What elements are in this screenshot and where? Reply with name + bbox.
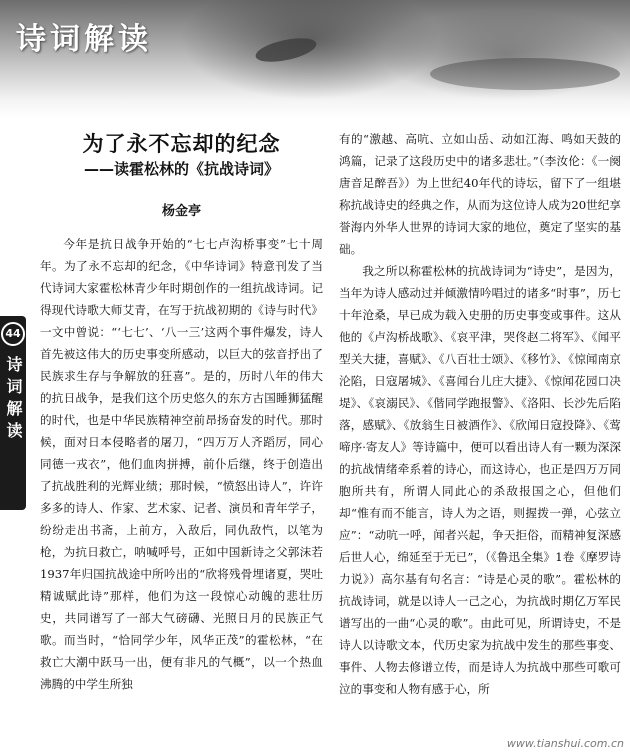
side-tab-label: 诗词解读 [4,356,23,444]
site-watermark: www.tianshui.com.cn [506,737,624,750]
page-number: 44 [1,322,25,346]
body-paragraph: 有的“激越、高吭、立如山岳、动如江海、鸣如天鼓的鸿篇，记录了这段历史中的诸多悲壮。”（李汝伦：《一阕唐音足醉吾》）为上世纪40年代的诗坛，留下了一组堪称抗战诗史的经典之作，从而为这位诗人成为20世纪享誉海内外华人世界的诗词大家的地位，奠定了坚实的基础。 [339,132,621,256]
article-subtitle: ——读霍松林的《抗战诗词》 [83,160,279,178]
body-paragraph: 我之所以称霍松林的抗战诗词为“诗史”，是因为，当年为诗人感动过并倾激情吟唱过的诸多“时事”，历七十年沧桑，早已成为载入史册的历史事变或事件。这从他的《卢沟桥战歌》、《哀平津，哭佟赵二将军》、《闻平型关大捷，喜赋》、《八百壮士颂》、《移竹》、《惊闻南京沦陷，日寇屠城》、《喜闻台儿庄大捷》、《惊闻花园口决堤》、《哀溺民》、《偕同学跑报警》、《洛阳、长沙先后陷落，感赋》、《放翁生日被酒作》、《欣闻日寇投降》、《莺啼序·寄友人》等诗篇中，便可以看出诗人有一颗为深深的抗战情绪牵系着的诗心，而这诗心，也正是四万万同胞所共有，所谓人同此心的杀敌报国之心，但他们却“惟有而不能言，诗人为之语，则握拨一弹，心弦立应”：“动吭一呼，闻者兴起，争天拒俗，而精神复深感后世人心，绵延至于无已”，（《鲁迅全集》1卷《摩罗诗力说》）高尔基有句名言：“诗是心灵的歌”。霍松林的抗战诗词，就是以诗人一己之心，为抗战时期亿万军民谱写出的一曲“心灵的歌”。由此可见，所谓诗史，不是诗人以诗歌文本，代历史家为抗战中发生的那些事变、事件、人物去修谱立传，而是诗人为抗战中那些可歌可泣的事变和人物有感于心，所 [339,264,621,696]
article-column-left [40,130,323,695]
header-banner [0,0,630,118]
article-author: 杨金亭 [161,204,201,219]
ink-rock-illustration [430,58,620,90]
side-tab [0,316,26,510]
article-title: 为了永不忘却的纪念 [82,132,281,156]
article-column-right [339,128,621,700]
section-title: 诗词解读 [16,22,152,57]
body-paragraph: 今年是抗日战争开始的“七七卢沟桥事变”七十周年。为了永不忘却的纪念，《中华诗词》特意刊发了当代诗词大家霍松林青少年时期创作的一组抗战诗词。记得现代诗歌大师艾青，在写于抗战初期的《诗与时代》一文中曾说：“‘七七’、‘八一三’这两个事件爆发，诗人首先被这伟大的历史事变所感动，以巨大的弦音抒出了民族求生存与争解放的狂喜”。是的，历时八年的伟大的抗日战争，是我们这个历史悠久的东方古国睡狮猛醒的时代，也是中华民族精神空前昂扬奋发的时代。那时候，面对日本侵略者的屠刀，“四万万人齐蹈厉，同心同德一戎衣”，他们血肉拼搏，前仆后继，终于创造出了抗战胜利的光辉业绩；那时候，“愤怒出诗人”，许许多多的诗人、作家、艺术家、记者、演员和青年学子，纷纷走出书斋，上前方，入敌后，同仇敌忾，以笔为枪，为抗日救亡，呐喊呼号，正如中国新诗之父郭沫若1937年归国抗战途中所吟出的“欣将残骨埋诸夏，哭吐精诚赋此诗”那样，他们为这一段惊心动魄的悲壮历史，共同谱写了一部大气磅礴、光照日月的民族正气歌。而当时，“恰同学少年，风华正茂”的霍松林，“在救亡大潮中跃马一出，便有非凡的气概”，以一个热血沸腾的中学生所独 [40,237,323,691]
